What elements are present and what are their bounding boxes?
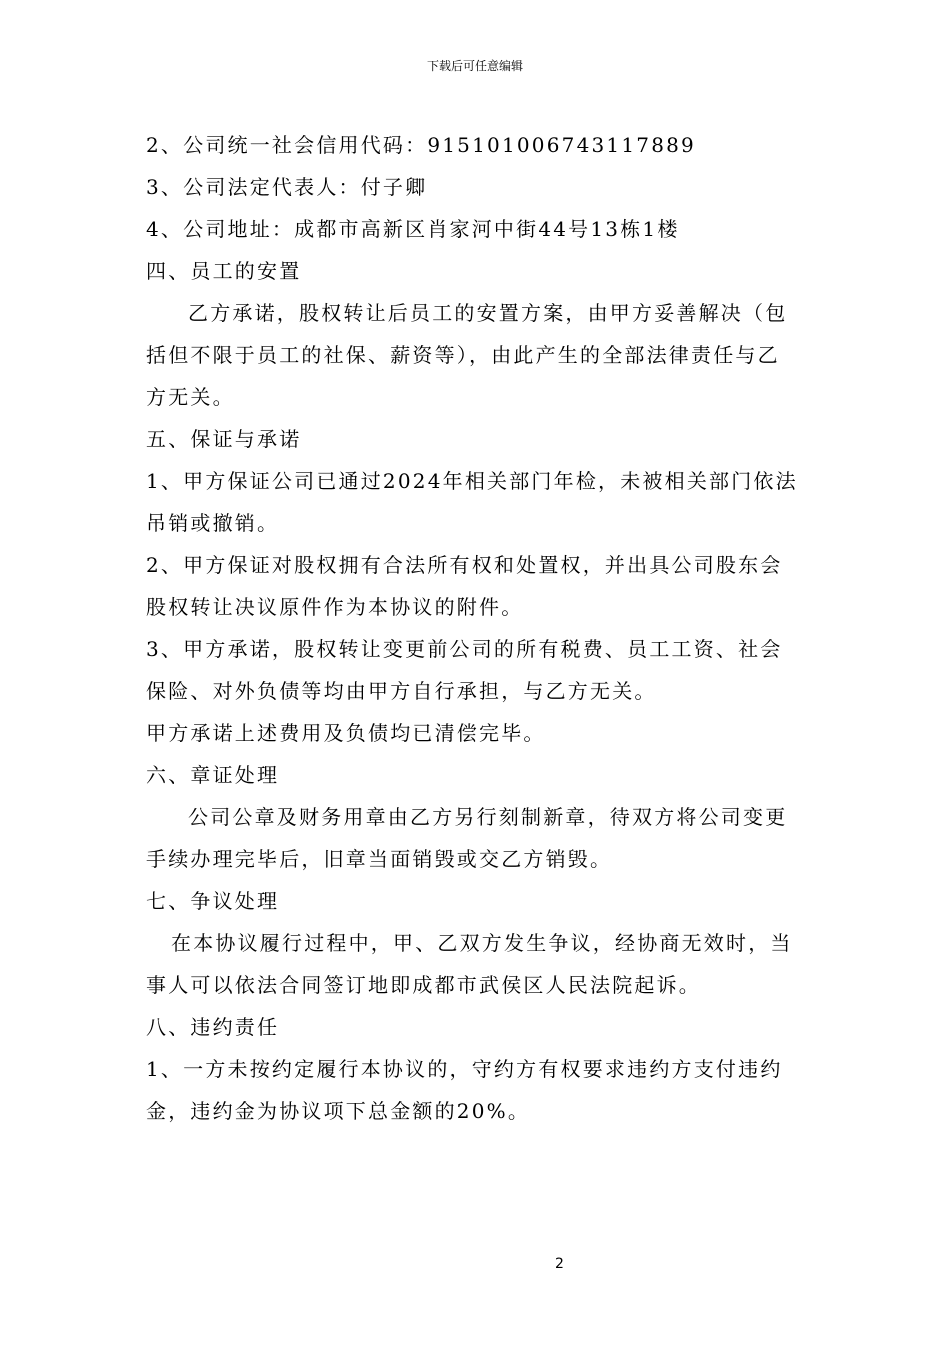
paragraph-line: 五、保证与承诺 (146, 427, 302, 451)
paragraph-line: 四、员工的安置 (146, 259, 302, 283)
paragraph-line: 3、甲方承诺，股权转让变更前公司的所有税费、员工工资、社会 (146, 637, 783, 661)
paragraph-line: 乙方承诺，股权转让后员工的安置方案，由甲方妥善解决（包 (188, 301, 788, 325)
page-header: 下载后可任意编辑 (426, 59, 523, 73)
paragraph-line: 括但不限于员工的社保、薪资等），由此产生的全部法律责任与乙 (146, 343, 780, 367)
paragraph-line: 保险、对外负债等均由甲方自行承担，与乙方无关。 (146, 679, 657, 703)
paragraph-line: 事人可以依法合同签订地即成都市武侯区人民法院起诉。 (146, 973, 701, 997)
paragraph-line: 手续办理完毕后，旧章当面销毁或交乙方销毁。 (146, 847, 613, 871)
paragraph-line: 金，违约金为协议项下总金额的20%。 (146, 1099, 531, 1123)
paragraph-line: 2、甲方保证对股权拥有合法所有权和处置权，并出具公司股东会 (146, 553, 783, 577)
paragraph-line: 3、公司法定代表人：付子卿 (146, 175, 428, 199)
paragraph-line: 2、公司统一社会信用代码：915101006743117889 (146, 133, 696, 157)
paragraph-line: 4、公司地址：成都市高新区肖家河中街44号13栋1楼 (146, 217, 680, 241)
paragraph-line: 六、章证处理 (146, 763, 280, 787)
paragraph-line: 七、争议处理 (146, 889, 280, 913)
paragraph-line: 1、甲方保证公司已通过2024年相关部门年检，未被相关部门依法 (146, 469, 798, 493)
paragraph-line: 吊销或撤销。 (146, 511, 280, 535)
paragraph-line: 1、一方未按约定履行本协议的，守约方有权要求违约方支付违约 (146, 1057, 783, 1081)
paragraph-line: 在本协议履行过程中，甲、乙双方发生争议，经协商无效时，当 (171, 931, 793, 955)
page-number: 2 (555, 1256, 564, 1272)
paragraph-line: 公司公章及财务用章由乙方另行刻制新章，待双方将公司变更 (188, 805, 788, 829)
document-body (146, 124, 806, 1132)
paragraph-line: 甲方承诺上述费用及负债均已清偿完毕。 (146, 721, 546, 745)
paragraph-line: 八、违约责任 (146, 1015, 280, 1039)
paragraph-line: 方无关。 (146, 385, 235, 409)
paragraph-line: 股权转让决议原件作为本协议的附件。 (146, 595, 524, 619)
